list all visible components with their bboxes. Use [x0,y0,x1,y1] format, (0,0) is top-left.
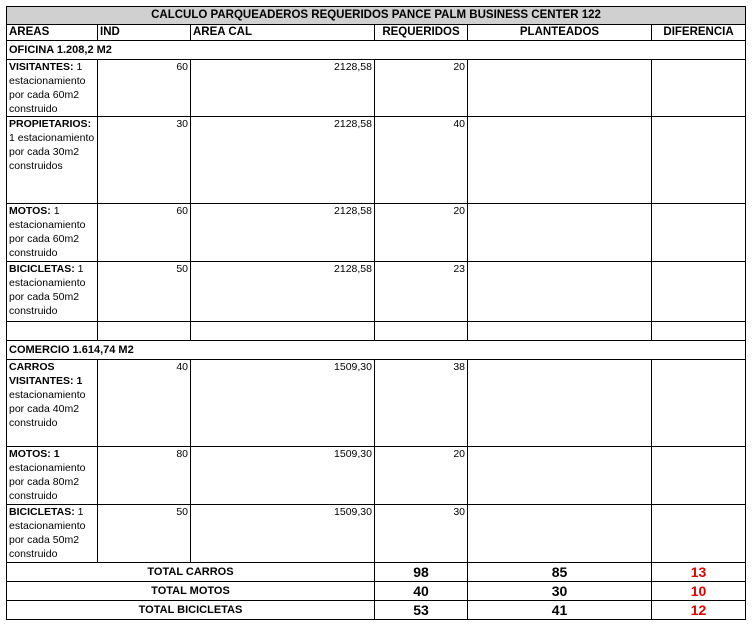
row-label: PROPIETARIOS: 1 estacionamiento por cada 30m2 construidos [7,117,98,204]
row-ind: 60 [98,60,191,117]
row-requeridos: 20 [375,60,468,117]
row-diferencia [652,262,746,322]
total-diferencia: 12 [652,601,746,620]
table-row [7,505,746,563]
parking-calculation-table [6,6,746,620]
total-label: TOTAL MOTOS [7,582,375,601]
row-ind: 80 [98,447,191,505]
row-ind: 40 [98,360,191,447]
table-title: CALCULO PARQUEADEROS REQUERIDOS PANCE PALM BUSINESS CENTER 122 [7,7,746,25]
row-planteados [468,204,652,262]
table-row [7,117,746,204]
row-area: 2128,58 [191,60,375,117]
row-ind: 30 [98,117,191,204]
row-planteados [468,262,652,322]
row-area: 2128,58 [191,262,375,322]
row-planteados [468,447,652,505]
row-requeridos: 20 [375,447,468,505]
total-planteados: 41 [468,601,652,620]
row-area: 1509,30 [191,360,375,447]
row-planteados [468,117,652,204]
row-diferencia [652,117,746,204]
header-areas: AREAS [7,25,98,41]
row-diferencia [652,60,746,117]
row-area: 1509,30 [191,505,375,563]
total-requeridos: 40 [375,582,468,601]
table-row [7,60,746,117]
section-comercio: COMERCIO 1.614,74 M2 [7,341,746,360]
table-row [7,204,746,262]
header-planteados: PLANTEADOS [468,25,652,41]
total-row [7,582,746,601]
row-area: 1509,30 [191,447,375,505]
spacer-row [7,322,746,341]
row-requeridos: 40 [375,117,468,204]
total-row [7,601,746,620]
row-diferencia [652,505,746,563]
row-label: MOTOS: 1 estacionamiento por cada 80m2 construido [7,447,98,505]
header-diferencia: DIFERENCIA [652,25,746,41]
row-ind: 60 [98,204,191,262]
table-row [7,447,746,505]
row-label: BICICLETAS: 1 estacionamiento por cada 50m2 construido [7,505,98,563]
row-diferencia [652,204,746,262]
row-planteados [468,360,652,447]
header-area-cal: AREA CAL [191,25,375,41]
total-diferencia: 13 [652,563,746,582]
row-requeridos: 38 [375,360,468,447]
row-ind: 50 [98,505,191,563]
row-area: 2128,58 [191,204,375,262]
row-label: CARROS VISITANTES: 1 estacionamiento por cada 40m2 construido [7,360,98,447]
total-label: TOTAL BICICLETAS [7,601,375,620]
table-row [7,360,746,447]
total-label: TOTAL CARROS [7,563,375,582]
total-planteados: 30 [468,582,652,601]
row-label: BICICLETAS: 1 estacionamiento por cada 50m2 construido [7,262,98,322]
header-requeridos: REQUERIDOS [375,25,468,41]
row-planteados [468,60,652,117]
header-ind: IND [98,25,191,41]
total-requeridos: 98 [375,563,468,582]
row-planteados [468,505,652,563]
row-area: 2128,58 [191,117,375,204]
row-requeridos: 30 [375,505,468,563]
total-diferencia: 10 [652,582,746,601]
row-label: MOTOS: 1 estacionamiento por cada 60m2 construido [7,204,98,262]
row-ind: 50 [98,262,191,322]
total-planteados: 85 [468,563,652,582]
row-label: VISITANTES: 1 estacionamiento por cada 60m2 construido [7,60,98,117]
row-diferencia [652,360,746,447]
table-row [7,262,746,322]
row-requeridos: 20 [375,204,468,262]
total-requeridos: 53 [375,601,468,620]
row-diferencia [652,447,746,505]
row-requeridos: 23 [375,262,468,322]
section-oficina: OFICINA 1.208,2 M2 [7,41,746,60]
total-row [7,563,746,582]
